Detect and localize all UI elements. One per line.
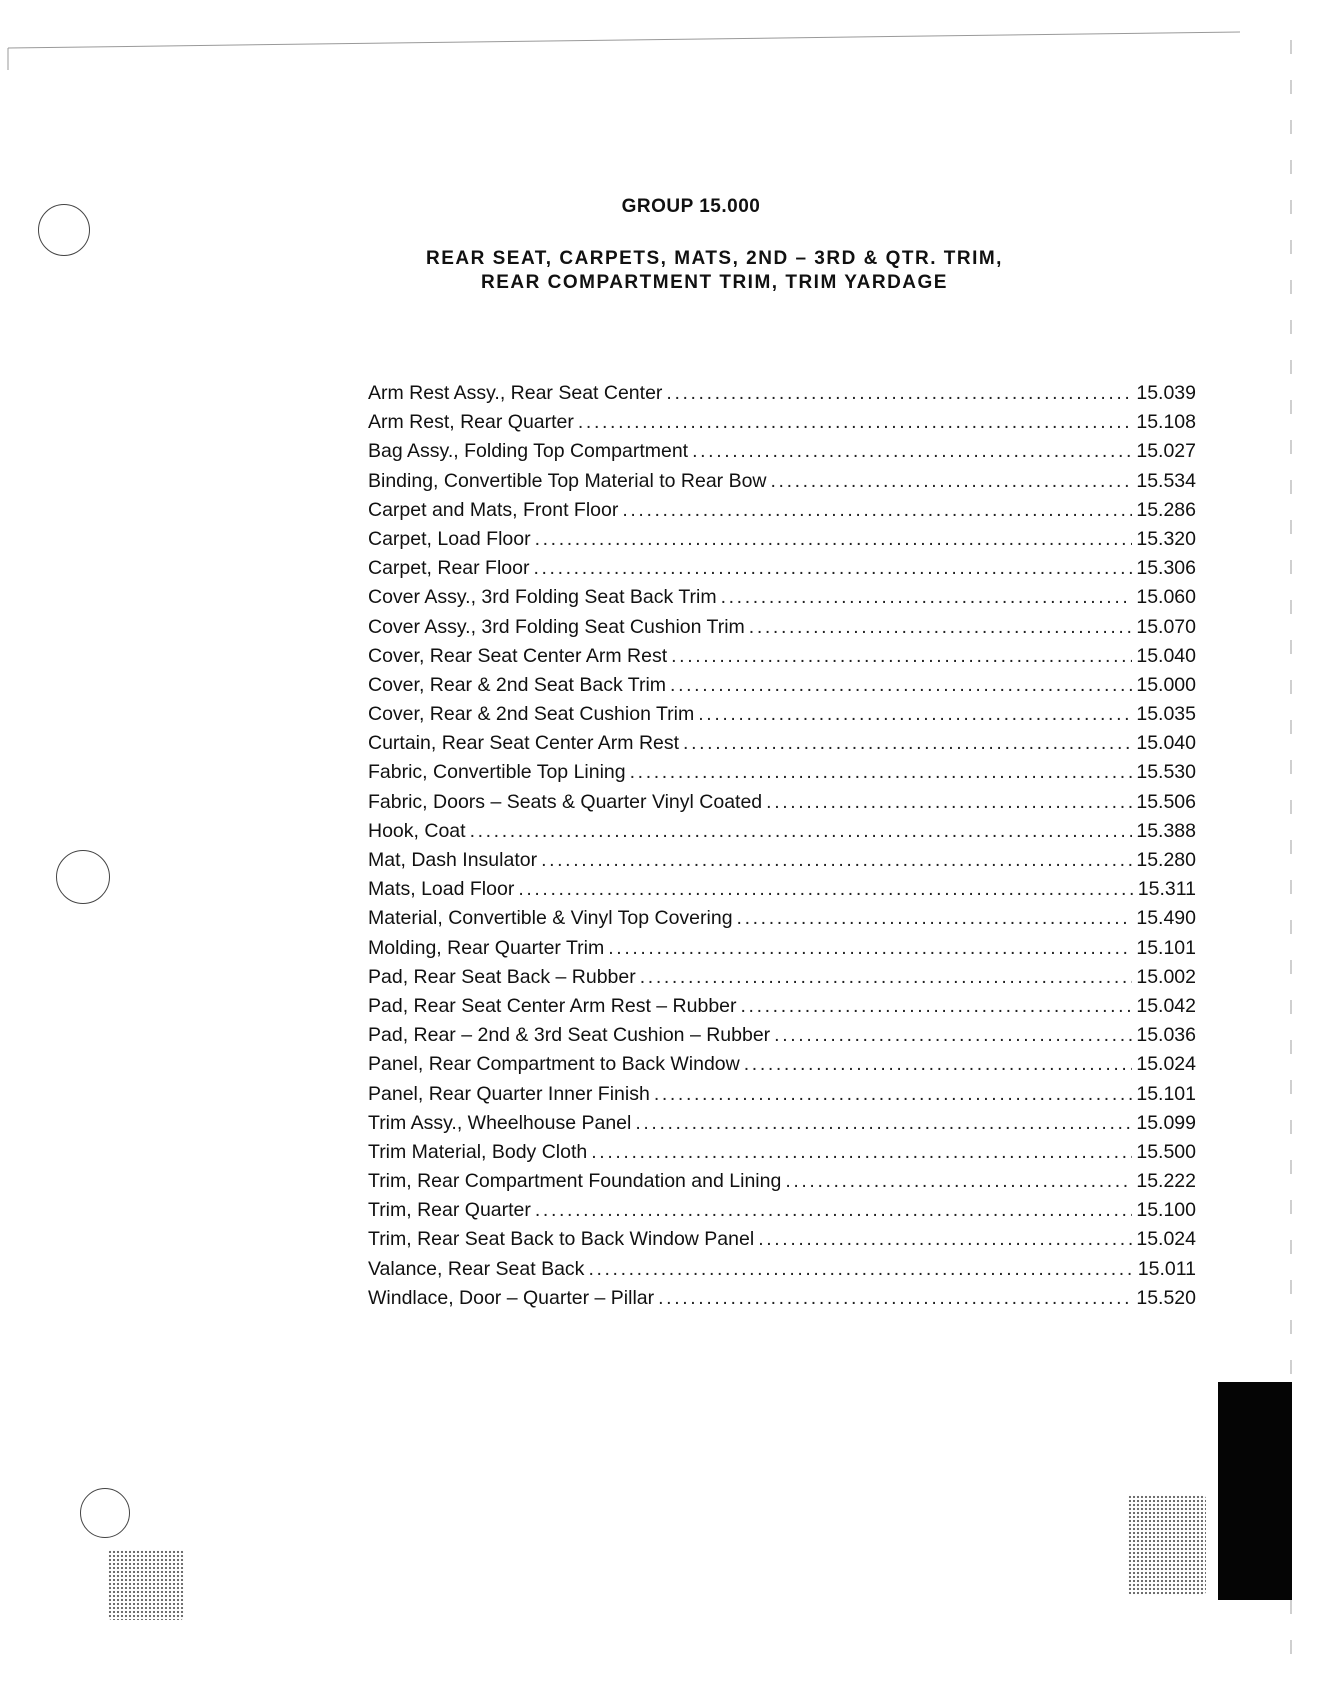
index-entry xyxy=(368,966,1196,995)
entry-page-number: 15.286 xyxy=(1136,498,1196,521)
dot-leader xyxy=(771,470,1133,493)
dot-leader xyxy=(533,557,1132,580)
entry-label: Material, Convertible & Vinyl Top Covering xyxy=(368,907,733,930)
entry-label: Trim, Rear Compartment Foundation and Lining xyxy=(368,1170,782,1193)
entry-page-number: 15.002 xyxy=(1136,965,1196,988)
entry-page-number: 15.099 xyxy=(1136,1111,1196,1134)
entry-label: Mats, Load Floor xyxy=(368,878,515,901)
index-entry xyxy=(368,761,1196,790)
dot-leader xyxy=(578,411,1132,434)
entry-page-number: 15.039 xyxy=(1136,382,1196,404)
dot-leader xyxy=(541,849,1132,872)
entry-label: Trim Material, Body Cloth xyxy=(368,1140,588,1163)
entry-label: Bag Assy., Folding Top Compartment xyxy=(368,440,689,463)
dot-leader xyxy=(654,1083,1133,1106)
entry-page-number: 15.000 xyxy=(1136,673,1196,696)
dot-leader xyxy=(630,761,1133,784)
entry-page-number: 15.060 xyxy=(1136,586,1196,609)
entry-page-number: 15.388 xyxy=(1136,819,1196,842)
dot-leader xyxy=(535,528,1133,551)
entry-page-number: 15.070 xyxy=(1136,615,1196,638)
entry-label: Cover, Rear Seat Center Arm Rest xyxy=(368,644,668,667)
index-entry xyxy=(368,907,1196,936)
dot-leader xyxy=(698,703,1132,726)
index-entry xyxy=(368,674,1196,703)
index-list xyxy=(368,382,1196,1316)
dot-leader xyxy=(640,966,1133,989)
index-entry xyxy=(368,1228,1196,1257)
entry-label: Cover, Rear & 2nd Seat Back Trim xyxy=(368,673,667,696)
entry-label: Fabric, Convertible Top Lining xyxy=(368,761,626,784)
index-entry xyxy=(368,1170,1196,1199)
entry-page-number: 15.024 xyxy=(1136,1053,1196,1076)
scan-noise-right xyxy=(1128,1495,1206,1595)
entry-page-number: 15.222 xyxy=(1136,1170,1196,1193)
entry-label: Trim Assy., Wheelhouse Panel xyxy=(368,1111,632,1134)
entry-label: Pad, Rear – 2nd & 3rd Seat Cushion – Rubber xyxy=(368,1024,771,1047)
index-entry xyxy=(368,1199,1196,1228)
dot-leader xyxy=(785,1170,1132,1193)
entry-page-number: 15.101 xyxy=(1136,936,1196,959)
entry-label: Mat, Dash Insulator xyxy=(368,849,538,871)
dot-leader xyxy=(737,907,1133,930)
dot-leader xyxy=(622,499,1132,522)
index-entry xyxy=(368,1083,1196,1112)
entry-label: Carpet, Rear Floor xyxy=(368,557,530,580)
entry-page-number: 15.530 xyxy=(1136,761,1196,784)
entry-label: Windlace, Door – Quarter – Pillar xyxy=(368,1286,655,1309)
entry-page-number: 15.320 xyxy=(1136,527,1196,550)
dot-leader xyxy=(758,1228,1132,1251)
entry-page-number: 15.100 xyxy=(1136,1199,1196,1222)
entry-page-number: 15.500 xyxy=(1136,1140,1196,1163)
index-entry xyxy=(368,440,1196,469)
entry-page-number: 15.280 xyxy=(1136,849,1196,871)
scan-noise-left xyxy=(108,1550,184,1620)
entry-label: Curtain, Rear Seat Center Arm Rest xyxy=(368,732,680,755)
entry-page-number: 15.027 xyxy=(1136,440,1196,463)
section-subtitle-line-2: REAR COMPARTMENT TRIM, TRIM YARDAGE xyxy=(481,272,948,293)
dot-leader xyxy=(658,1287,1132,1310)
dot-leader xyxy=(635,1112,1132,1135)
entry-page-number: 15.035 xyxy=(1136,703,1196,726)
entry-page-number: 15.520 xyxy=(1136,1286,1196,1309)
scan-black-bar xyxy=(1218,1382,1292,1600)
index-entry xyxy=(368,1053,1196,1082)
dot-leader xyxy=(671,645,1132,668)
entry-label: Cover Assy., 3rd Folding Seat Back Trim xyxy=(368,586,717,609)
section-subtitle-line-1: REAR SEAT, CARPETS, MATS, 2ND – 3RD & QTR. TRIM, xyxy=(426,248,1003,269)
index-entry xyxy=(368,849,1196,878)
index-entry xyxy=(368,937,1196,966)
entry-label: Hook, Coat xyxy=(368,819,466,842)
entry-label: Fabric, Doors – Seats & Quarter Vinyl Coated xyxy=(368,790,763,813)
entry-page-number: 15.040 xyxy=(1136,644,1196,667)
entry-label: Trim, Rear Quarter xyxy=(368,1199,531,1222)
page-top-edge xyxy=(0,30,1334,70)
index-entry xyxy=(368,791,1196,820)
entry-page-number: 15.036 xyxy=(1136,1024,1196,1047)
entry-page-number: 15.306 xyxy=(1136,557,1196,580)
index-entry xyxy=(368,820,1196,849)
entry-page-number: 15.101 xyxy=(1136,1082,1196,1105)
entry-page-number: 15.534 xyxy=(1136,469,1196,492)
entry-label: Cover Assy., 3rd Folding Seat Cushion Trim xyxy=(368,615,745,638)
dot-leader xyxy=(749,616,1133,639)
entry-page-number: 15.108 xyxy=(1136,411,1196,434)
dot-leader xyxy=(766,791,1132,814)
entry-label: Arm Rest, Rear Quarter xyxy=(368,411,574,434)
dot-leader xyxy=(588,1258,1133,1281)
dot-leader xyxy=(591,1141,1132,1164)
index-entry xyxy=(368,1112,1196,1141)
punch-hole-middle xyxy=(56,850,110,904)
index-entry xyxy=(368,528,1196,557)
entry-page-number: 15.042 xyxy=(1136,994,1196,1017)
index-entry xyxy=(368,878,1196,907)
entry-label: Binding, Convertible Top Material to Rear Bow xyxy=(368,469,767,492)
entry-label: Arm Rest Assy., Rear Seat Center xyxy=(368,382,663,404)
entry-page-number: 15.040 xyxy=(1136,732,1196,755)
dot-leader xyxy=(608,937,1132,960)
index-entry xyxy=(368,1024,1196,1053)
entry-page-number: 15.506 xyxy=(1136,790,1196,813)
entry-label: Panel, Rear Quarter Inner Finish xyxy=(368,1082,650,1105)
dot-leader xyxy=(470,820,1133,843)
punch-hole-bottom xyxy=(80,1488,130,1538)
dot-leader xyxy=(518,878,1133,901)
index-entry xyxy=(368,411,1196,440)
dot-leader xyxy=(670,674,1132,697)
entry-label: Carpet, Load Floor xyxy=(368,527,531,550)
group-title: GROUP 15.000 xyxy=(621,196,761,217)
index-entry xyxy=(368,645,1196,674)
index-entry xyxy=(368,499,1196,528)
dot-leader xyxy=(741,995,1133,1018)
entry-label: Pad, Rear Seat Back – Rubber xyxy=(368,965,636,988)
index-entry xyxy=(368,382,1196,411)
index-entry xyxy=(368,1141,1196,1170)
index-entry xyxy=(368,586,1196,615)
index-entry xyxy=(368,1258,1196,1287)
dot-leader xyxy=(683,732,1132,755)
entry-label: Valance, Rear Seat Back xyxy=(368,1257,585,1280)
entry-page-number: 15.024 xyxy=(1136,1228,1196,1251)
dot-leader xyxy=(744,1053,1133,1076)
index-entry xyxy=(368,470,1196,499)
dot-leader xyxy=(774,1024,1132,1047)
dot-leader xyxy=(666,382,1132,405)
dot-leader xyxy=(535,1199,1132,1222)
dot-leader xyxy=(721,586,1133,609)
dot-leader xyxy=(692,440,1132,463)
index-entry xyxy=(368,1287,1196,1316)
entry-page-number: 15.490 xyxy=(1136,907,1196,930)
entry-label: Cover, Rear & 2nd Seat Cushion Trim xyxy=(368,703,695,726)
index-entry xyxy=(368,995,1196,1024)
entry-page-number: 15.011 xyxy=(1137,1257,1196,1280)
index-entry xyxy=(368,616,1196,645)
entry-label: Pad, Rear Seat Center Arm Rest – Rubber xyxy=(368,994,737,1017)
entry-label: Molding, Rear Quarter Trim xyxy=(368,936,605,959)
index-entry xyxy=(368,557,1196,586)
entry-label: Panel, Rear Compartment to Back Window xyxy=(368,1053,740,1076)
index-entry xyxy=(368,703,1196,732)
entry-label: Trim, Rear Seat Back to Back Window Panel xyxy=(368,1228,755,1251)
entry-label: Carpet and Mats, Front Floor xyxy=(368,498,619,521)
entry-page-number: 15.311 xyxy=(1137,878,1196,901)
index-entry xyxy=(368,732,1196,761)
